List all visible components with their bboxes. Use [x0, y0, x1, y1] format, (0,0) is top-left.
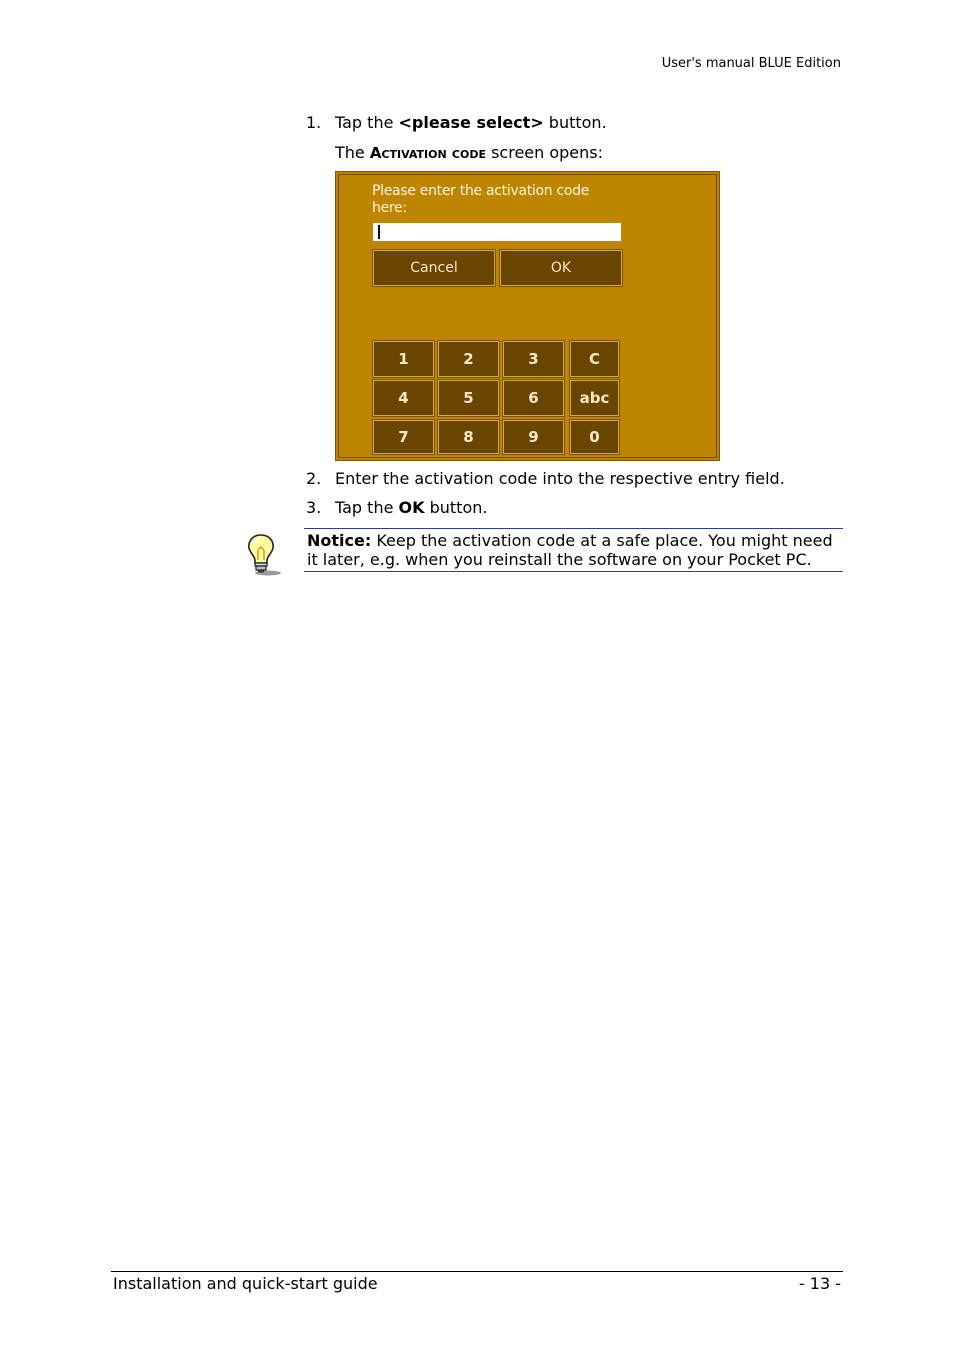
key-7[interactable]: 7 — [373, 420, 434, 454]
step-3: 3. Tap the OK button. — [306, 498, 488, 517]
key-3[interactable]: 3 — [503, 341, 564, 377]
step-1: 1. Tap the <please select> button. — [306, 113, 607, 132]
text-caret — [378, 225, 380, 239]
key-abc[interactable]: abc — [570, 380, 619, 416]
page-number: - 13 - — [798, 1274, 841, 1293]
notice-box — [304, 528, 843, 572]
notice-text: Keep the activation code at a safe place. You might need it later, e.g. when you reinstall the software on your Pocket PC. — [307, 531, 833, 569]
activation-prompt: Please enter the activation code here: — [372, 183, 590, 216]
screen-opens-caption: The Activation code screen opens: — [335, 143, 604, 162]
key-clear[interactable]: C — [570, 341, 619, 377]
key-2[interactable]: 2 — [438, 341, 499, 377]
ok-button[interactable]: OK — [500, 250, 622, 286]
footer-title: Installation and quick-start guide — [113, 1274, 378, 1293]
activation-code-input[interactable] — [373, 223, 621, 241]
key-0[interactable]: 0 — [570, 420, 619, 454]
key-6[interactable]: 6 — [503, 380, 564, 416]
key-9[interactable]: 9 — [503, 420, 564, 454]
footer-divider — [111, 1271, 843, 1272]
lightbulb-icon — [244, 532, 284, 576]
key-4[interactable]: 4 — [373, 380, 434, 416]
page-header: User's manual BLUE Edition — [661, 56, 841, 71]
key-5[interactable]: 5 — [438, 380, 499, 416]
cancel-button[interactable]: Cancel — [373, 250, 495, 286]
key-1[interactable]: 1 — [373, 341, 434, 377]
notice-label: Notice: — [307, 531, 372, 550]
key-8[interactable]: 8 — [438, 420, 499, 454]
step-2: 2. Enter the activation code into the respective entry field. — [306, 469, 785, 488]
activation-code-screen — [335, 171, 720, 461]
